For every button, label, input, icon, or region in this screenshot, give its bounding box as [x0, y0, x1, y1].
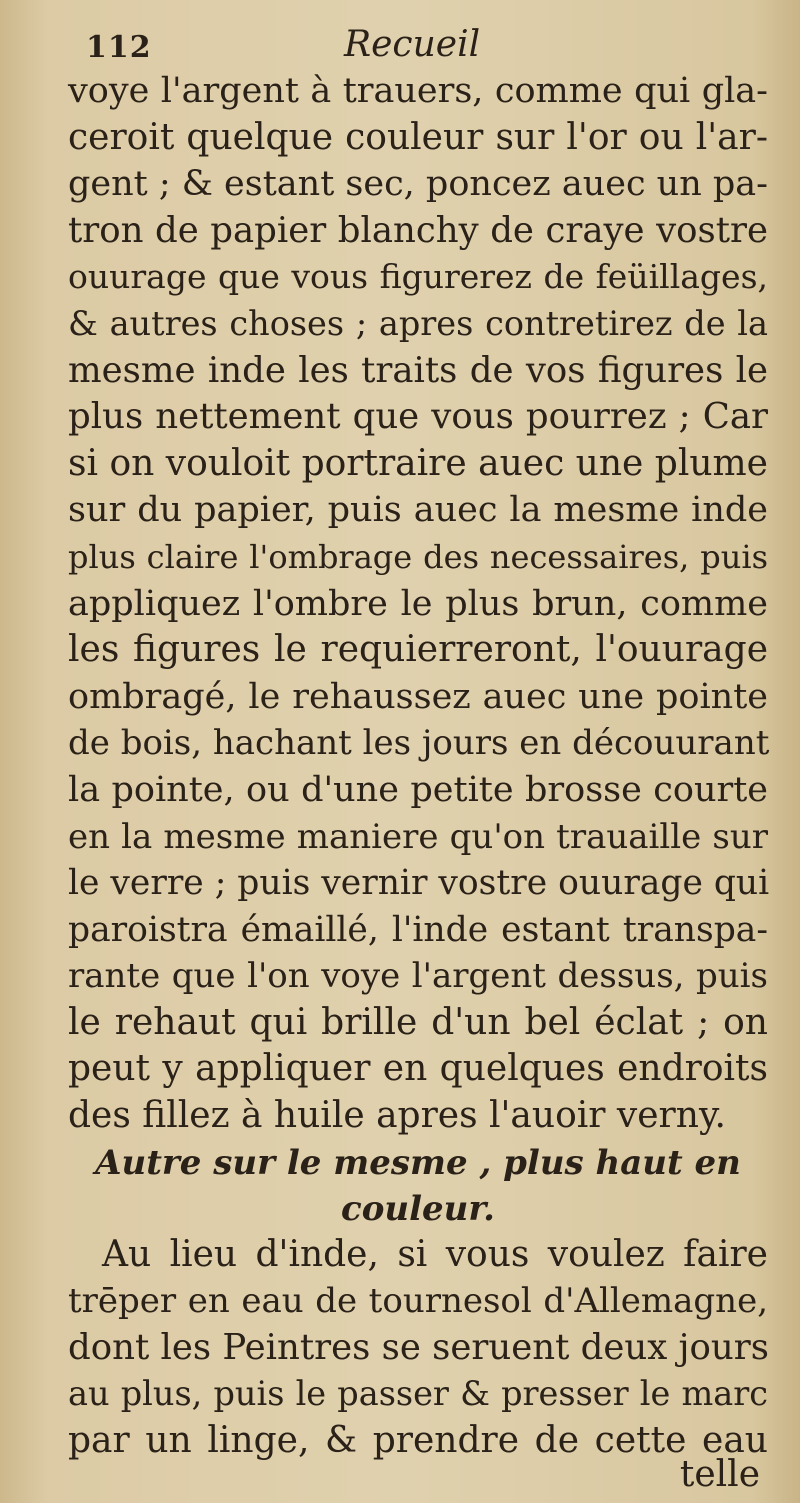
text-line: par un linge, & prendre de cette eau: [68, 1420, 768, 1462]
body-text: [68, 68, 768, 1465]
text-line: au plus, puis le passer & presser le marc: [68, 1374, 768, 1414]
text-line: voye l'argent à trauers, comme qui gla-: [68, 71, 768, 111]
text-line: rante que l'on voye l'argent dessus, puis: [68, 956, 768, 997]
text-line: en la mesme maniere qu'on trauaille sur: [68, 816, 768, 857]
text-line: appliquez l'ombre le plus brun, comme: [68, 583, 768, 624]
text-line: de bois, hachant les jours en découurant: [68, 723, 770, 764]
text-line: peut y appliquer en quelques endroits: [68, 1048, 768, 1090]
text-line: ceroit quelque couleur sur l'or ou l'ar-: [68, 116, 768, 158]
text-line: trēper en eau de tournesol d'Allemagne,: [68, 1281, 768, 1322]
catchword: telle: [679, 1454, 760, 1495]
text-line: le rehaut qui brille d'un bel éclat ; on: [68, 1001, 768, 1043]
section-heading-continued: couleur.: [341, 1188, 495, 1229]
text-line: gent ; & estant sec, poncez auec un pa-: [68, 164, 768, 205]
text-line: si on vouloit portraire auec une plume: [68, 442, 768, 484]
text-line: mesme inde les traits de vos figures le: [68, 349, 768, 391]
running-title: Recueil: [344, 24, 481, 65]
text-line: paroistra émaillé, l'inde estant transpa-: [68, 909, 768, 950]
text-line: tron de papier blanchy de craye vostre: [68, 209, 768, 251]
text-line: la pointe, ou d'une petite brosse courte: [68, 769, 768, 810]
text-line: & autres choses ; apres contretirez de la: [68, 303, 768, 343]
text-line: sur du papier, puis auec la mesme inde: [68, 490, 768, 531]
text-line: des fillez à huile apres l'auoir verny.: [68, 1095, 726, 1137]
text-line: ouurage que vous figurerez de feüillages,: [68, 257, 768, 297]
text-line: le verre ; puis vernir vostre ouurage qui: [68, 863, 770, 904]
page-header: [86, 22, 760, 72]
page-number: 112: [86, 30, 152, 65]
text-line: les figures le requierreront, l'ouurage: [68, 629, 768, 671]
section-heading: Autre sur le mesme , plus haut en: [95, 1142, 741, 1183]
text-line: ombragé, le rehaussez auec une pointe: [68, 676, 768, 717]
text-line: Au lieu d'inde, si vous voulez faire: [102, 1233, 768, 1275]
text-line: plus claire l'ombrage des necessaires, puis: [68, 537, 768, 576]
text-line: dont les Peintres se seruent deux jours: [68, 1326, 769, 1368]
text-line: plus nettement que vous pourrez ; Car: [68, 396, 768, 438]
